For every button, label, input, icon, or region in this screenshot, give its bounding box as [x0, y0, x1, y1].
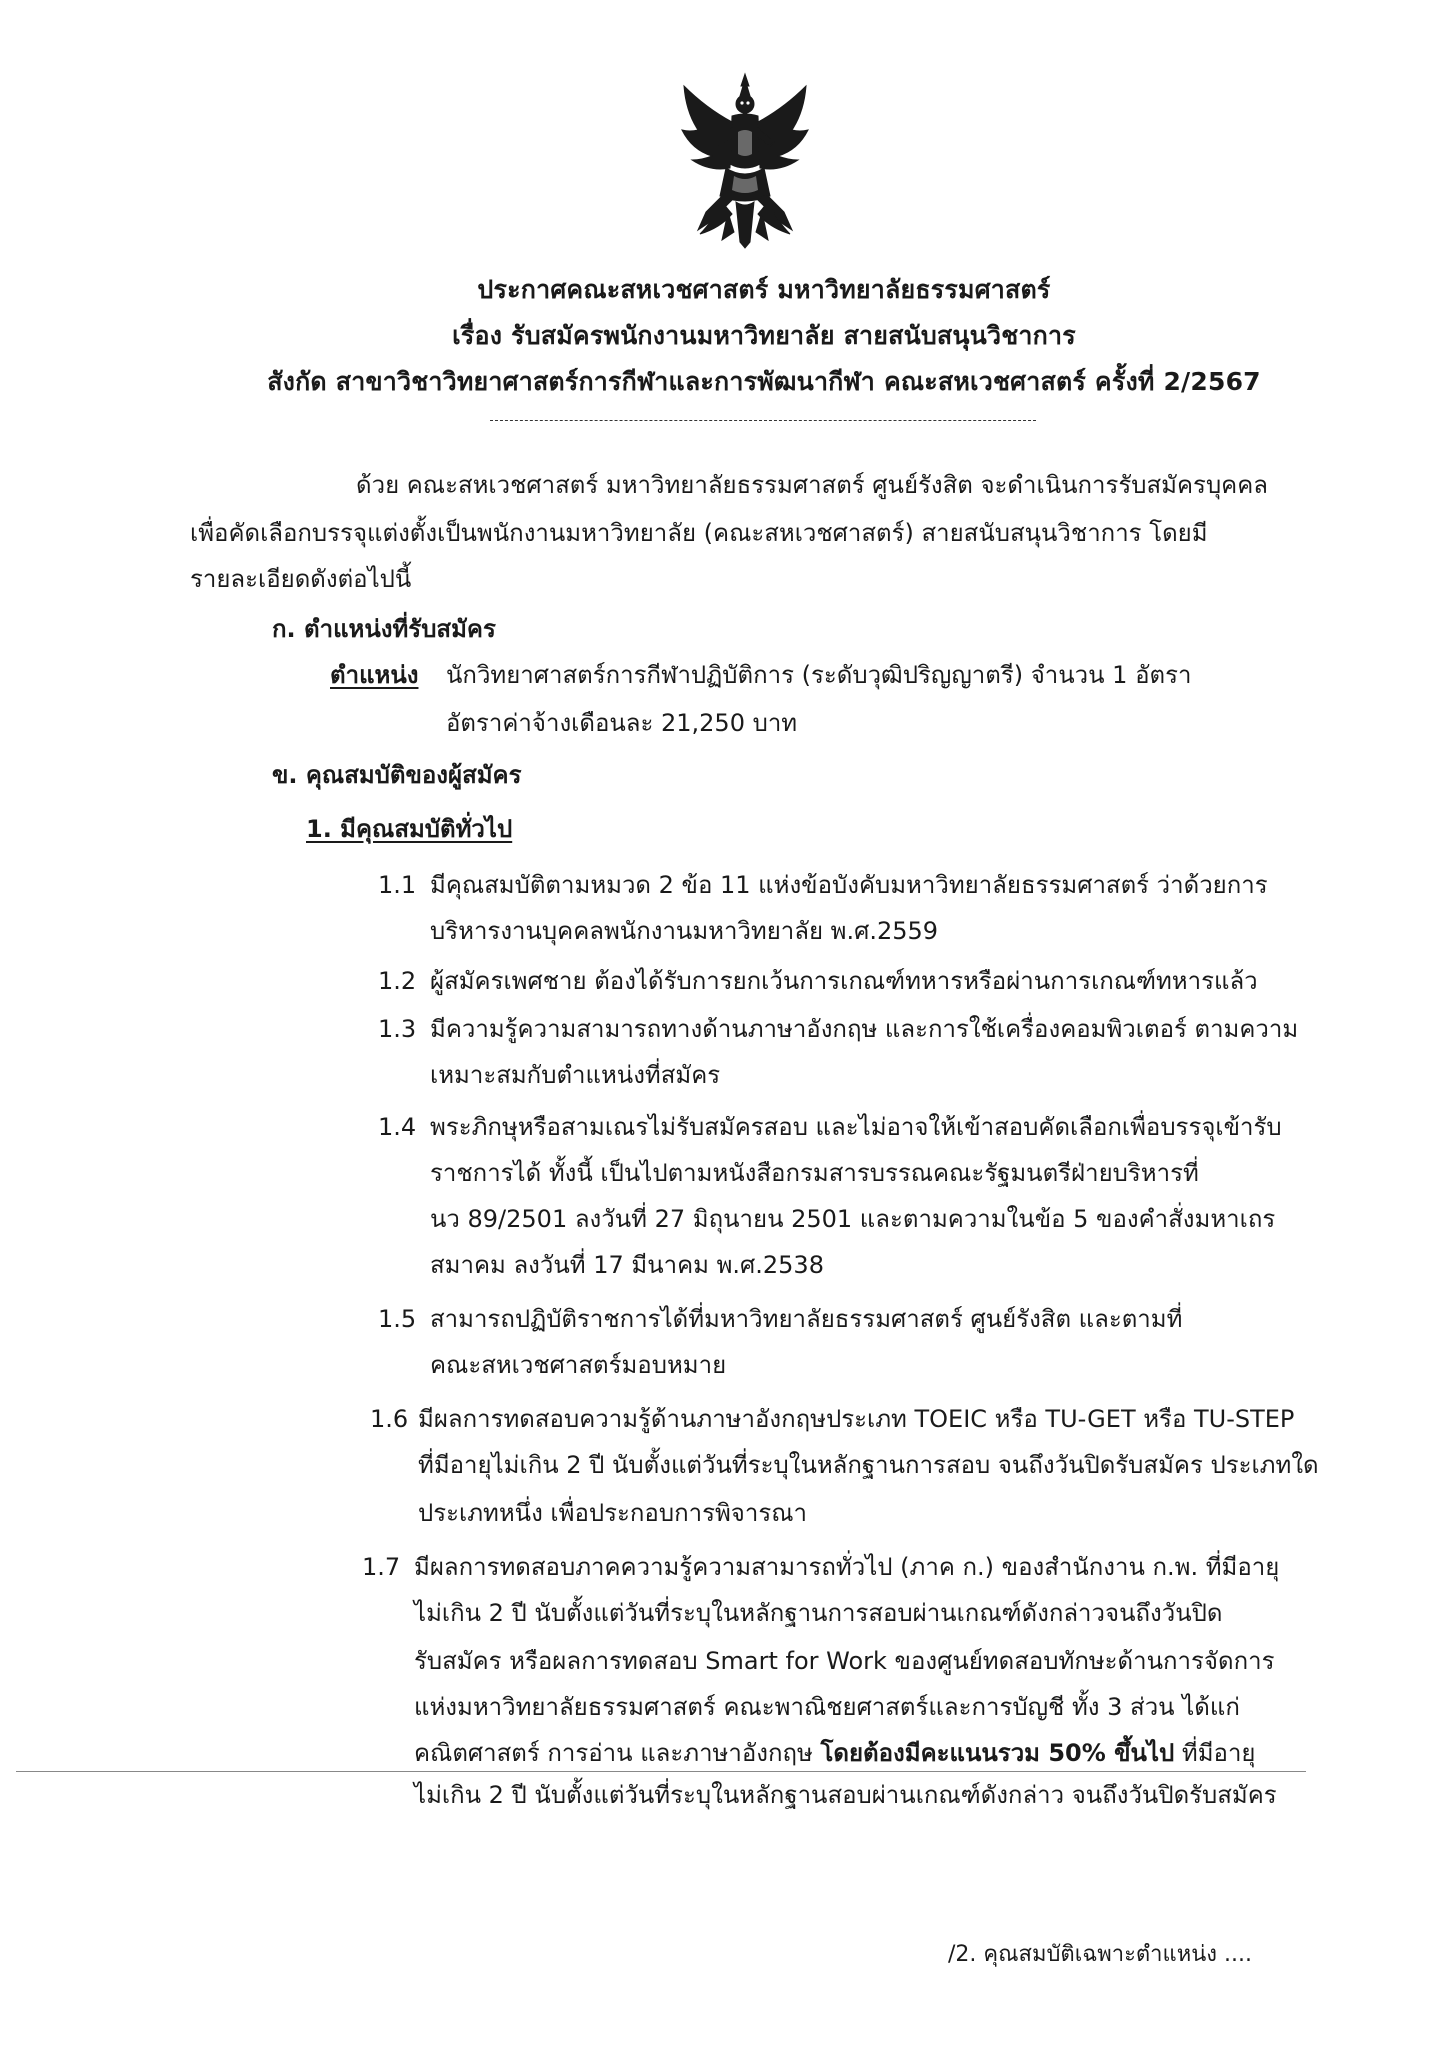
garuda-emblem-icon [676, 72, 814, 250]
item-1-7-line: แห่งมหาวิทยาลัยธรรมศาสตร์ คณะพาณิชยศาสตร์และการบัญชี ทั้ง 3 ส่วน ได้แก่ [414, 1693, 1240, 1721]
item-1-7-line: ไม่เกิน 2 ปี นับตั้งแต่วันที่ระบุในหลักฐานสอบผ่านเกณฑ์ดังกล่าว จนถึงวันปิดรับสมัคร [414, 1781, 1277, 1809]
item-number: 1.1 [378, 871, 417, 899]
item-number: 1.6 [370, 1405, 409, 1433]
continuation-note: /2. คุณสมบัติเฉพาะตำแหน่ง .... [948, 1942, 1252, 1967]
item-1-5-line: สามารถปฏิบัติราชการได้ที่มหาวิทยาลัยธรรมศาสตร์ ศูนย์รังสิต และตามที่ [430, 1305, 1183, 1333]
item-number: 1.3 [378, 1015, 417, 1043]
item-1-3-line: เหมาะสมกับตำแหน่งที่สมัคร [430, 1061, 721, 1089]
item-1-5-line: คณะสหเวชศาสตร์มอบหมาย [430, 1351, 727, 1379]
position-salary: อัตราค่าจ้างเดือนละ 21,250 บาท [446, 709, 798, 737]
page-bottom-rule [16, 1771, 1306, 1772]
intro-line-1: ด้วย คณะสหเวชศาสตร์ มหาวิทยาลัยธรรมศาสตร์ ศูนย์รังสิต จะดำเนินการรับสมัครบุคคล [356, 471, 1268, 499]
item-1-3-line: มีความรู้ความสามารถทางด้านภาษาอังกฤษ และการใช้เครื่องคอมพิวเตอร์ ตามความ [430, 1015, 1299, 1043]
item-1-7-line5-pre: คณิตศาสตร์ การอ่าน และภาษาอังกฤษ [414, 1739, 821, 1767]
intro-line-3: รายละเอียดดังต่อไปนี้ [190, 565, 412, 593]
item-1-7-score-requirement: โดยต้องมีคะแนนรวม 50% ขึ้นไป [820, 1739, 1175, 1767]
item-1-1-line: มีคุณสมบัติตามหมวด 2 ข้อ 11 แห่งข้อบังคับมหาวิทยาลัยธรรมศาสตร์ ว่าด้วยการ [430, 871, 1268, 899]
item-1-7-line: ไม่เกิน 2 ปี นับตั้งแต่วันที่ระบุในหลักฐานการสอบผ่านเกณฑ์ดังกล่าวจนถึงวันปิด [414, 1599, 1223, 1627]
section-a-heading: ก. ตำแหน่งที่รับสมัคร [272, 615, 496, 643]
item-1-2-line: ผู้สมัครเพศชาย ต้องได้รับการยกเว้นการเกณฑ์ทหารหรือผ่านการเกณฑ์ทหารแล้ว [430, 967, 1258, 995]
item-1-7-line [414, 1730, 1256, 1776]
announcement-title: ประกาศคณะสหเวชศาสตร์ มหาวิทยาลัยธรรมศาสตร์ [477, 275, 1051, 304]
announcement-affiliation: สังกัด สาขาวิชาวิทยาศาสตร์การกีฬาและการพัฒนากีฬา คณะสหเวชศาสตร์ ครั้งที่ 2/2567 [267, 367, 1261, 396]
item-1-4-line: พระภิกษุหรือสามเณรไม่รับสมัครสอบ และไม่อาจให้เข้าสอบคัดเลือกเพื่อบรรจุเข้ารับ [430, 1113, 1282, 1141]
item-1-4-line: สมาคม ลงวันที่ 17 มีนาคม พ.ศ.2538 [430, 1251, 824, 1279]
item-1-1-line: บริหารงานบุคคลพนักงานมหาวิทยาลัย พ.ศ.2559 [430, 917, 939, 945]
item-1-6-line: ที่มีอายุไม่เกิน 2 ปี นับตั้งแต่วันที่ระบุในหลักฐานการสอบ จนถึงวันปิดรับสมัคร ประเภทใด [418, 1451, 1319, 1479]
item-1-7-line5-post: ที่มีอายุ [1174, 1739, 1256, 1767]
item-number: 1.4 [378, 1113, 417, 1141]
position-label: ตำแหน่ง [330, 661, 419, 689]
item-1-4-line: ราชการได้ ทั้งนี้ เป็นไปตามหนังสือกรมสารบรรณคณะรัฐมนตรีฝ่ายบริหารที่ [430, 1159, 1199, 1187]
item-number: 1.5 [378, 1305, 417, 1333]
item-1-6-line: มีผลการทดสอบความรู้ด้านภาษาอังกฤษประเภท TOEIC หรือ TU-GET หรือ TU-STEP [418, 1405, 1295, 1433]
item-1-7-line: รับสมัคร หรือผลการทดสอบ Smart for Work ของศูนย์ทดสอบทักษะด้านการจัดการ [414, 1647, 1275, 1675]
item-1-4-line: นว 89/2501 ลงวันที่ 27 มิถุนายน 2501 และตามความในข้อ 5 ของคำสั่งมหาเถร [430, 1205, 1276, 1233]
intro-line-2: เพื่อคัดเลือกบรรจุแต่งตั้งเป็นพนักงานมหาวิทยาลัย (คณะสหเวชศาสตร์) สายสนับสนุนวิชาการ โดยมี [190, 519, 1208, 547]
item-number: 1.7 [362, 1553, 401, 1581]
position-title: นักวิทยาศาสตร์การกีฬาปฏิบัติการ (ระดับวุฒิปริญญาตรี) จำนวน 1 อัตรา [446, 661, 1192, 689]
item-1-7-line: มีผลการทดสอบภาคความรู้ความสามารถทั่วไป (ภาค ก.) ของสำนักงาน ก.พ. ที่มีอายุ [414, 1553, 1280, 1581]
item-1-6-line: ประเภทหนึ่ง เพื่อประกอบการพิจารณา [418, 1499, 807, 1527]
title-divider [490, 420, 1036, 421]
general-qualifications-heading: 1. มีคุณสมบัติทั่วไป [306, 815, 513, 843]
section-b-heading: ข. คุณสมบัติของผู้สมัคร [272, 761, 522, 789]
item-number: 1.2 [378, 967, 417, 995]
announcement-subject: เรื่อง รับสมัครพนักงานมหาวิทยาลัย สายสนับสนุนวิชาการ [452, 321, 1076, 350]
